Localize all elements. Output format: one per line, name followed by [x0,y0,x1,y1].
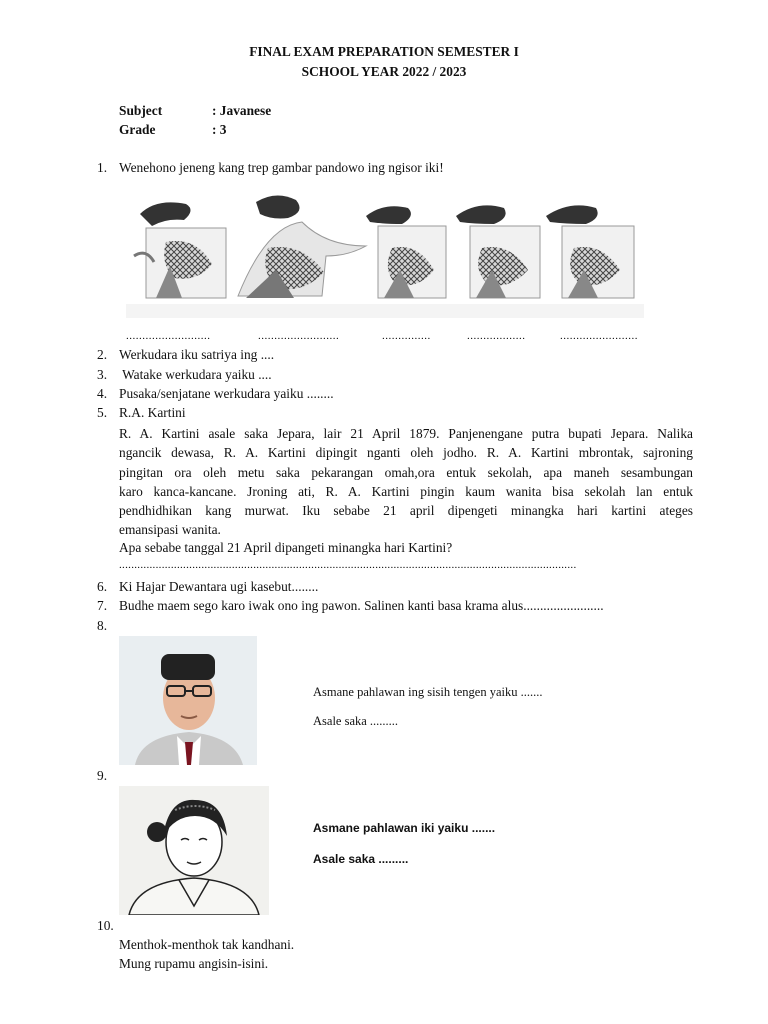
q1-blank-5[interactable]: ........................ [560,330,638,342]
q2-text: Werkudara iku satriya ing .... [119,347,275,362]
kartini-passage [119,424,693,540]
q1-blank-1[interactable]: .......................... [126,330,211,342]
q1-number: 1. [97,160,108,175]
q8-line1: Asmane pahlawan ing sisih tengen yaiku ....... [313,685,543,699]
q10-line2: Mung rupamu angisin-isini. [119,956,269,971]
passage-line: ngancik dewasa, R. A. Kartini dipingit nganti oleh jodho. R. A. Kartini mbrontak, sajroning [119,445,693,461]
grade-label: Grade [119,122,156,137]
q10-line1: Menthok-menthok tak kandhani. [119,937,295,952]
school-year: SCHOOL YEAR 2022 / 2023 [301,64,467,79]
wayang-figure-3 [366,206,446,298]
wayang-figure-2 [238,195,366,298]
wayang-figure-4 [456,205,540,298]
q5-answer-line[interactable]: ...................................................................................................................................................... [119,559,577,571]
q8-number: 8. [97,618,108,633]
q3-text: Watake werkudara yaiku .... [119,367,272,382]
passage-line: karo kanca-kancane. Jroning ati, R. A. Kartini pingin kaum wanita bisa sekolah lan entuk [119,483,693,499]
q7-text: Budhe maem sego karo iwak ono ing pawon. Salinen kanti basa krama alus........................ [119,598,604,613]
q6-text: Ki Hajar Dewantara ugi kasebut........ [119,579,319,594]
q1-text: Wenehono jeneng kang trep gambar pandowo ing ngisor iki! [119,160,444,175]
passage-line: emansipasi wanita. [119,522,221,538]
ki-hajar-dewantara-portrait [119,636,257,765]
subject-value: : Javanese [212,103,272,118]
q3-number: 3. [97,367,108,382]
q9-line1: Asmane pahlawan iki yaiku ....... [313,821,496,835]
q1-blank-3[interactable]: ............... [382,330,431,342]
q9-number: 9. [97,768,108,783]
q8-line2: Asale saka ......... [313,714,399,728]
wayang-figure-5 [546,205,634,298]
q4-number: 4. [97,386,108,401]
q5-number: 5. [97,405,108,420]
wayang-pandawa-image [126,186,644,318]
passage-line: pendhidhikan kang murwat. Iku sebabe 21 april dipengeti minangka hari kartini ateges [119,503,693,519]
wayang-figure-1 [134,202,226,298]
q2-number: 2. [97,347,108,362]
q9-line2: Asale saka ......... [313,852,409,866]
ra-kartini-portrait [119,786,269,915]
grade-value: : 3 [212,122,227,137]
q4-text: Pusaka/senjatane werkudara yaiku ........ [119,386,334,401]
q5-question: Apa sebabe tanggal 21 April dipangeti minangka hari Kartini? [119,540,453,555]
passage-line: pingitan ora oleh metu saka pekarangan omah,ora entuk sekolah, apa maneh sesambungan [119,464,693,480]
q5-heading: R.A. Kartini [119,405,186,420]
q7-number: 7. [97,598,108,613]
passage-line: R. A. Kartini asale saka Jepara, lair 21 April 1879. Panjenengane putra bupati Jepara. Nalika [119,426,693,441]
q6-number: 6. [97,579,108,594]
q1-blank-2[interactable]: ......................... [258,330,340,342]
q10-number: 10. [97,918,114,933]
q1-blank-4[interactable]: .................. [467,330,526,342]
subject-label: Subject [119,103,163,118]
exam-title: FINAL EXAM PREPARATION SEMESTER I [249,44,519,59]
